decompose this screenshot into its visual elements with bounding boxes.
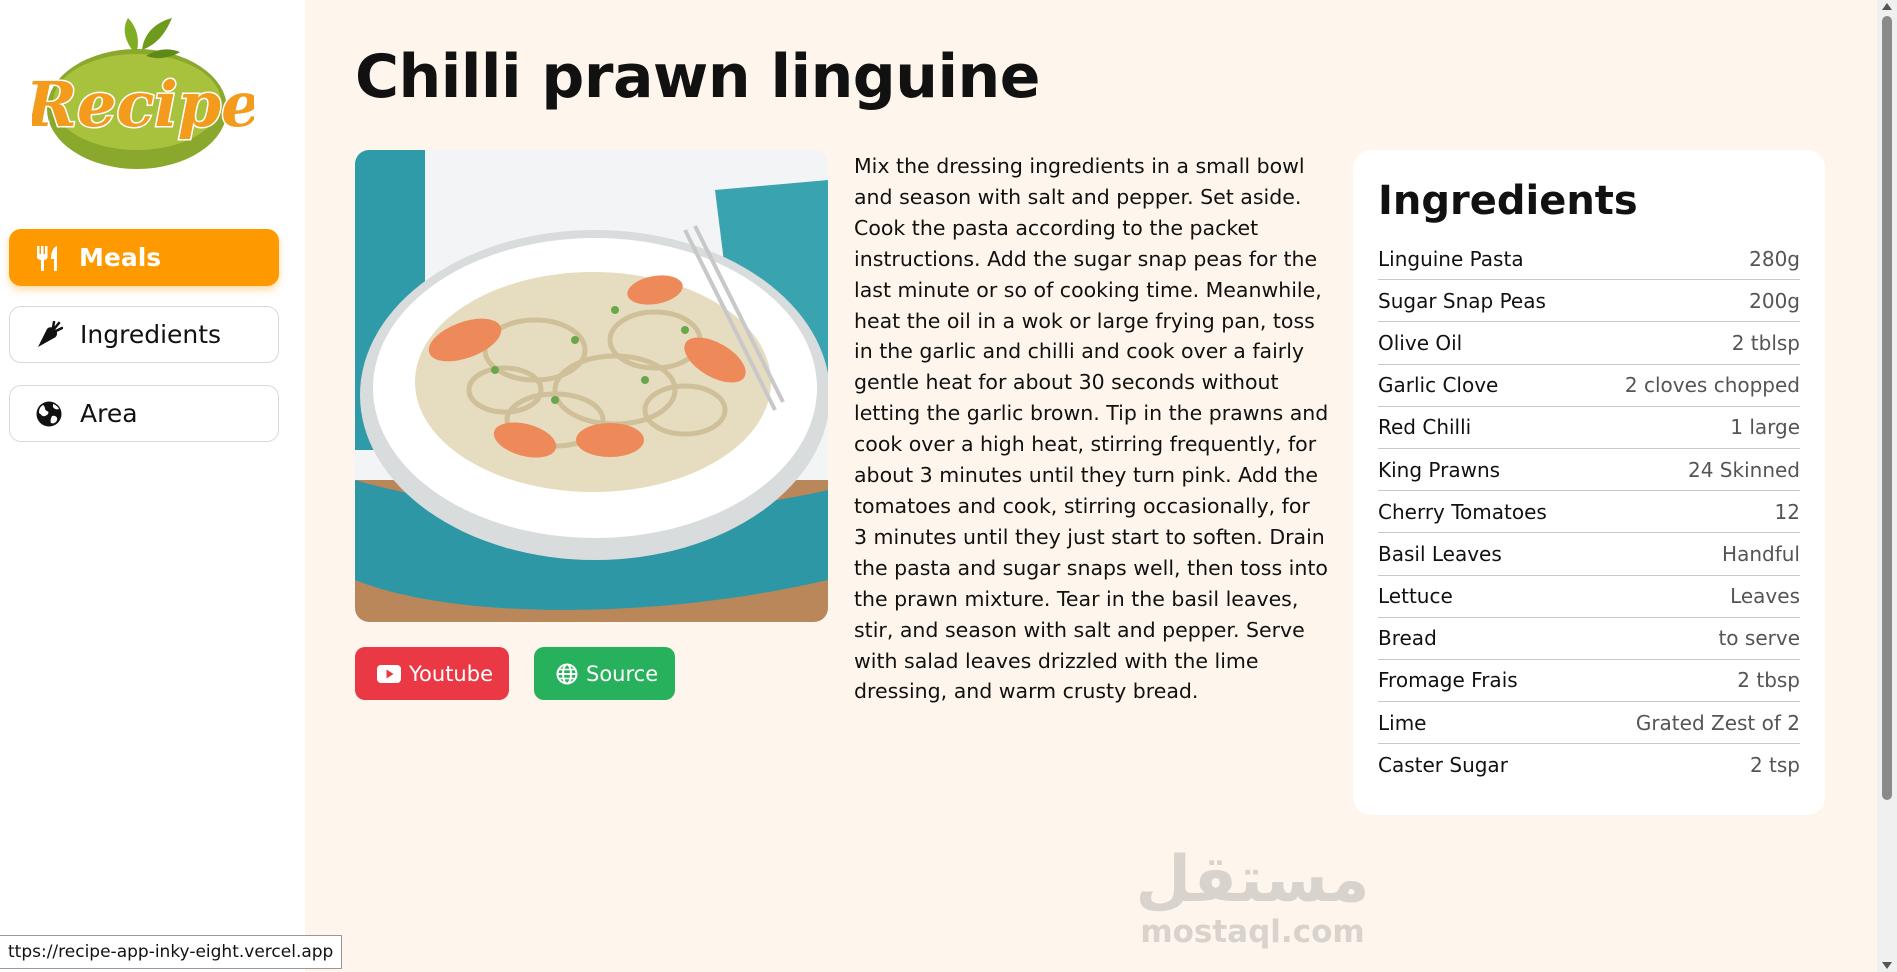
ingredient-row — [1378, 491, 1800, 533]
ingredient-measure: 200g — [1749, 288, 1800, 313]
ingredient-row — [1378, 618, 1800, 660]
ingredient-measure: to serve — [1718, 626, 1800, 651]
page-title: Chilli prawn linguine — [355, 42, 1040, 112]
ingredient-measure: Handful — [1722, 541, 1800, 566]
ingredient-name: Olive Oil — [1378, 330, 1463, 355]
ingredient-name: Caster Sugar — [1378, 753, 1508, 778]
source-button[interactable] — [534, 647, 675, 700]
ingredient-row — [1378, 322, 1800, 364]
ingredient-measure: Grated Zest of 2 — [1635, 710, 1800, 735]
svg-text:Recipe: Recipe — [32, 68, 254, 141]
globe-icon — [556, 663, 578, 685]
ingredient-measure: 12 — [1774, 499, 1800, 524]
ingredient-measure: 1 large — [1730, 415, 1800, 440]
ingredient-name: Lettuce — [1378, 584, 1453, 609]
instructions-text: Mix the dressing ingredients in a small bowl and season with salt and pepper. Set aside. Cook the pasta according to the packet instructions. Add the sugar snap peas for the last minute or so of cooking time. Meanwhile, heat the oil in a wok or large frying pan, toss in the garlic and chilli and cook over a fairly gentle heat for about 30 seconds without letting the garlic brown. Tip in the prawns and cook over a high heat, stirring frequently, for about 3 minutes until they turn pink. Add the tomatoes and cook, stirring occasionally, for 3 minutes until they just start to soften. Drain the pasta and sugar snaps well, then toss into the prawn mixture. Tear in the basil leaves, stir, and season with salt and pepper. Serve with salad leaves drizzled with the lime dressing, and warm crusty bread. — [854, 154, 1329, 704]
ingredient-row — [1378, 533, 1800, 575]
ingredient-measure: 2 tbsp — [1737, 668, 1800, 693]
ingredient-row — [1378, 238, 1800, 280]
ingredient-name: Linguine Pasta — [1378, 246, 1524, 271]
ingredient-row — [1378, 365, 1800, 407]
youtube-label: Youtube — [409, 661, 493, 686]
youtube-button[interactable] — [355, 647, 509, 700]
ingredient-name: Lime — [1378, 710, 1427, 735]
ingredient-row — [1378, 407, 1800, 449]
ingredients-title: Ingredients — [1378, 178, 1638, 224]
ingredient-measure: 2 tblsp — [1731, 330, 1800, 355]
ingredient-name: Bread — [1378, 626, 1437, 651]
ingredient-row — [1378, 280, 1800, 322]
ingredient-row — [1378, 702, 1800, 744]
main-content — [305, 0, 1877, 972]
nav-label-ingredients: Ingredients — [80, 320, 222, 349]
utensils-icon — [33, 243, 63, 273]
ingredient-name: Fromage Frais — [1378, 668, 1518, 693]
nav-item-meals[interactable] — [9, 229, 279, 286]
ingredient-name: Sugar Snap Peas — [1378, 288, 1546, 313]
youtube-icon — [377, 665, 401, 683]
ingredient-measure: 2 cloves chopped — [1624, 373, 1800, 398]
ingredient-name: Cherry Tomatoes — [1378, 499, 1547, 524]
meal-image — [355, 150, 828, 622]
scroll-thumb[interactable] — [1882, 16, 1892, 800]
nav-item-area[interactable] — [9, 385, 279, 442]
vertical-scrollbar[interactable] — [1877, 0, 1897, 972]
ingredient-measure: 2 tsp — [1749, 753, 1800, 778]
source-label: Source — [586, 661, 659, 686]
ingredients-list — [1378, 238, 1800, 786]
ingredient-name: Garlic Clove — [1378, 373, 1499, 398]
ingredient-name: Basil Leaves — [1378, 541, 1502, 566]
globe-icon — [34, 399, 64, 429]
ingredient-measure: 24 Skinned — [1688, 457, 1800, 482]
ingredients-card — [1353, 150, 1825, 815]
watermark — [1135, 845, 1370, 949]
carrot-icon — [34, 320, 64, 350]
ingredient-row — [1378, 576, 1800, 618]
ingredient-name: Red Chilli — [1378, 415, 1472, 440]
watermark-arabic: مستقل — [1135, 843, 1370, 917]
ingredient-row — [1378, 660, 1800, 702]
ingredient-row — [1378, 744, 1800, 786]
ingredient-measure: Leaves — [1730, 584, 1800, 609]
scroll-up-arrow-icon[interactable] — [1882, 3, 1892, 10]
nav-label-meals: Meals — [79, 243, 162, 272]
nav-label-area: Area — [80, 399, 138, 428]
recipe-logo[interactable] — [32, 14, 254, 174]
ingredient-name: King Prawns — [1378, 457, 1501, 482]
ingredient-measure: 280g — [1749, 246, 1800, 271]
status-bar-url: ttps://recipe-app-inky-eight.vercel.app — [0, 935, 342, 969]
scroll-down-arrow-icon[interactable] — [1882, 962, 1892, 969]
watermark-latin: mostaql.com — [1140, 914, 1365, 950]
ingredient-row — [1378, 449, 1800, 491]
nav-item-ingredients[interactable] — [9, 306, 279, 363]
sidebar — [0, 0, 305, 972]
